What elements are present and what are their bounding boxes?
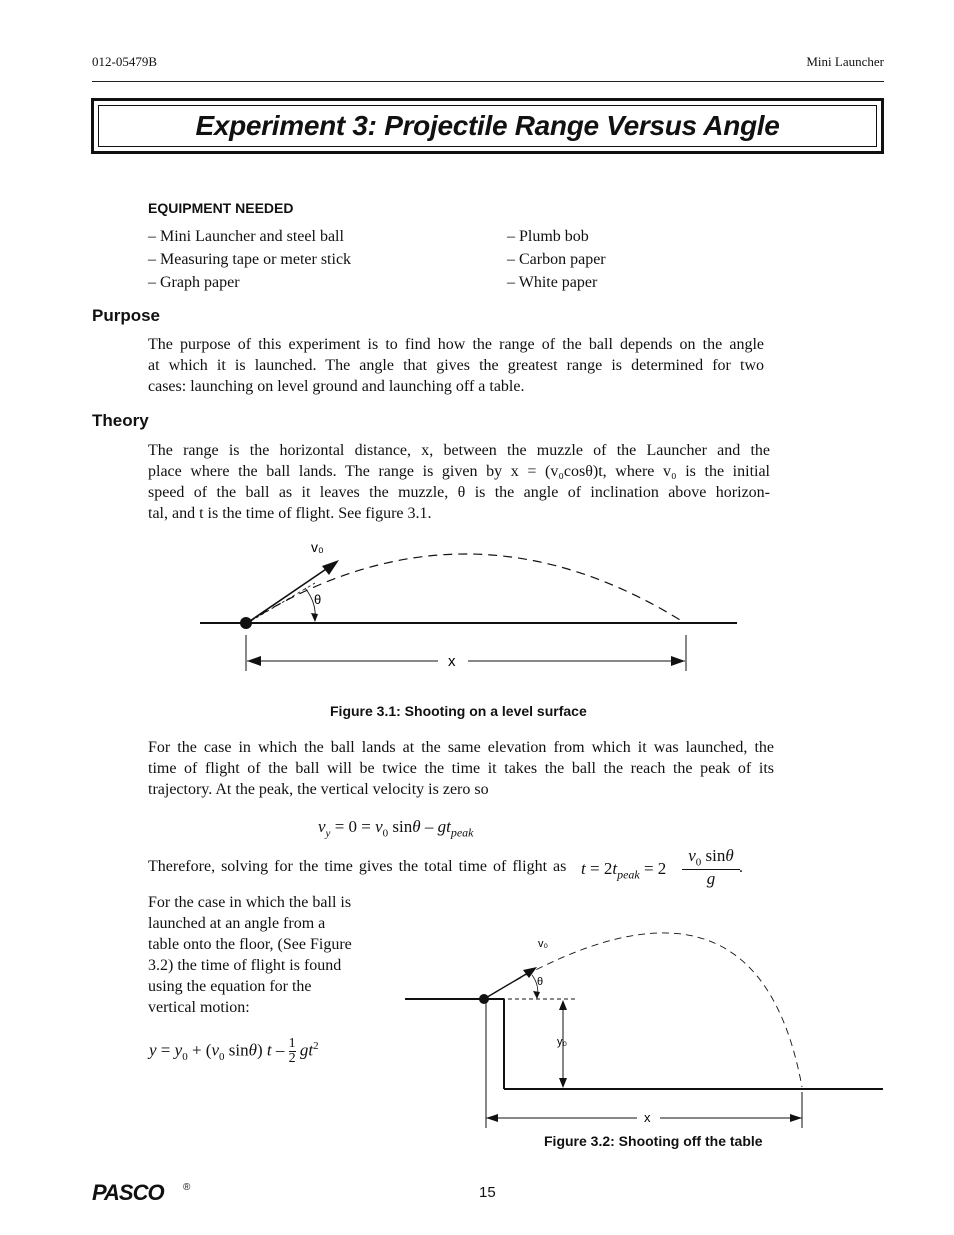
equipment-item: – Mini Launcher and steel ball [148,228,344,245]
equipment-item: – Plumb bob [507,228,589,245]
equation-1: $v_y = 0 = v_0$ sinθ – $gt_{peak}$ [318,817,474,840]
text-line: cases: launching on level ground and launching off a table. [148,378,525,395]
text-line: at which it is launched. The angle that gives the greatest range is determined for two [148,357,764,374]
therefore-text: Therefore, solving for the time gives the total time of flight as [148,858,567,875]
flight-time-paragraph [148,737,774,800]
range-label: x [644,1110,651,1125]
doc-number: 012-05479B [92,54,157,69]
ball [240,617,252,629]
arrowhead-icon [523,967,537,978]
arrowhead-icon [559,1000,567,1010]
text-line: 3.2) the time of flight is found [148,957,342,974]
trajectory-path [247,554,685,623]
arrowhead-icon [311,613,318,622]
figure-3-1 [195,535,745,675]
arrowhead-icon [790,1114,802,1122]
purpose-heading: Purpose [92,306,161,325]
purpose-paragraph [148,334,764,397]
arrowhead-icon [486,1114,498,1122]
text-line: For the case in which the ball lands at the same elevation from which it was launched, the [148,739,774,756]
header-rule [92,81,884,82]
angle-label: θ [537,976,544,988]
text-line: trajectory. At the peak, the vertical velocity is zero so [148,781,489,798]
arrowhead-icon [559,1078,567,1088]
equation-2-lhs: $t = 2t_{peak} = 2$ [581,859,667,882]
range-label: x [448,653,456,670]
equation-2-period: . [739,859,743,876]
equation-2-fraction: $v_0$ sinθ g [682,846,740,889]
trajectory-path [484,933,802,1087]
text-line: speed of the ball as it leaves the muzzle, θ is the angle of inclination above horizon- [148,484,770,501]
figure-3-2-caption: Figure 3.2: Shooting off the table [544,1133,763,1149]
arrowhead-icon [671,656,685,666]
text-line: For the case in which the ball is [148,894,352,911]
text-line: using the equation for the [148,978,312,995]
equipment-item: – Carbon paper [507,251,606,268]
text-line: vertical motion: [148,999,250,1016]
equipment-heading: EQUIPMENT NEEDED [148,200,294,216]
text-line: launched at an angle from a [148,915,326,932]
text-line: time of flight of the ball will be twice the time it takes the ball the reach the peak of its [148,760,774,777]
page-number: 15 [479,1184,496,1201]
text-line: table onto the floor, (See Figure [148,936,352,953]
text-line: The purpose of this experiment is to find how the range of the ball depends on the angle [148,336,764,353]
page-title: Experiment 3: Projectile Range Versus Angle [195,110,780,141]
text-line: place where the ball lands. The range is given by x = (v₀cosθ)t, where v₀ is the initial [148,463,770,480]
arrowhead-icon [322,560,339,575]
equipment-item: – Measuring tape or meter stick [148,251,352,268]
table-case-paragraph [148,892,380,1018]
figure-3-2 [405,932,885,1130]
velocity-label: v₀ [538,938,549,950]
velocity-vector [247,563,335,623]
equation-3: $y = y_0 + (v_0$ sinθ) t – $\frac{1}{2}$ $gt^2$ [149,1036,319,1066]
text-line: tal, and t is the time of flight. See figure 3.1. [148,505,432,522]
equipment-item: – White paper [507,274,598,291]
angle-label: θ [314,592,322,607]
title-box [91,98,884,154]
height-label: y₀ [557,1036,568,1048]
registered-mark: ® [183,1182,191,1193]
pasco-logo: PASCO [92,1180,164,1205]
figure-3-1-caption: Figure 3.1: Shooting on a level surface [330,703,587,719]
equipment-item: – Graph paper [148,274,240,291]
arrowhead-icon [533,991,540,999]
product-name: Mini Launcher [806,54,884,69]
velocity-label: v₀ [311,539,324,555]
velocity-vector [484,970,533,999]
arrowhead-icon [247,656,261,666]
text-line: The range is the horizontal distance, x, between the muzzle of the Launcher and the [148,442,770,459]
theory-paragraph [148,440,770,524]
theory-heading: Theory [92,411,149,430]
